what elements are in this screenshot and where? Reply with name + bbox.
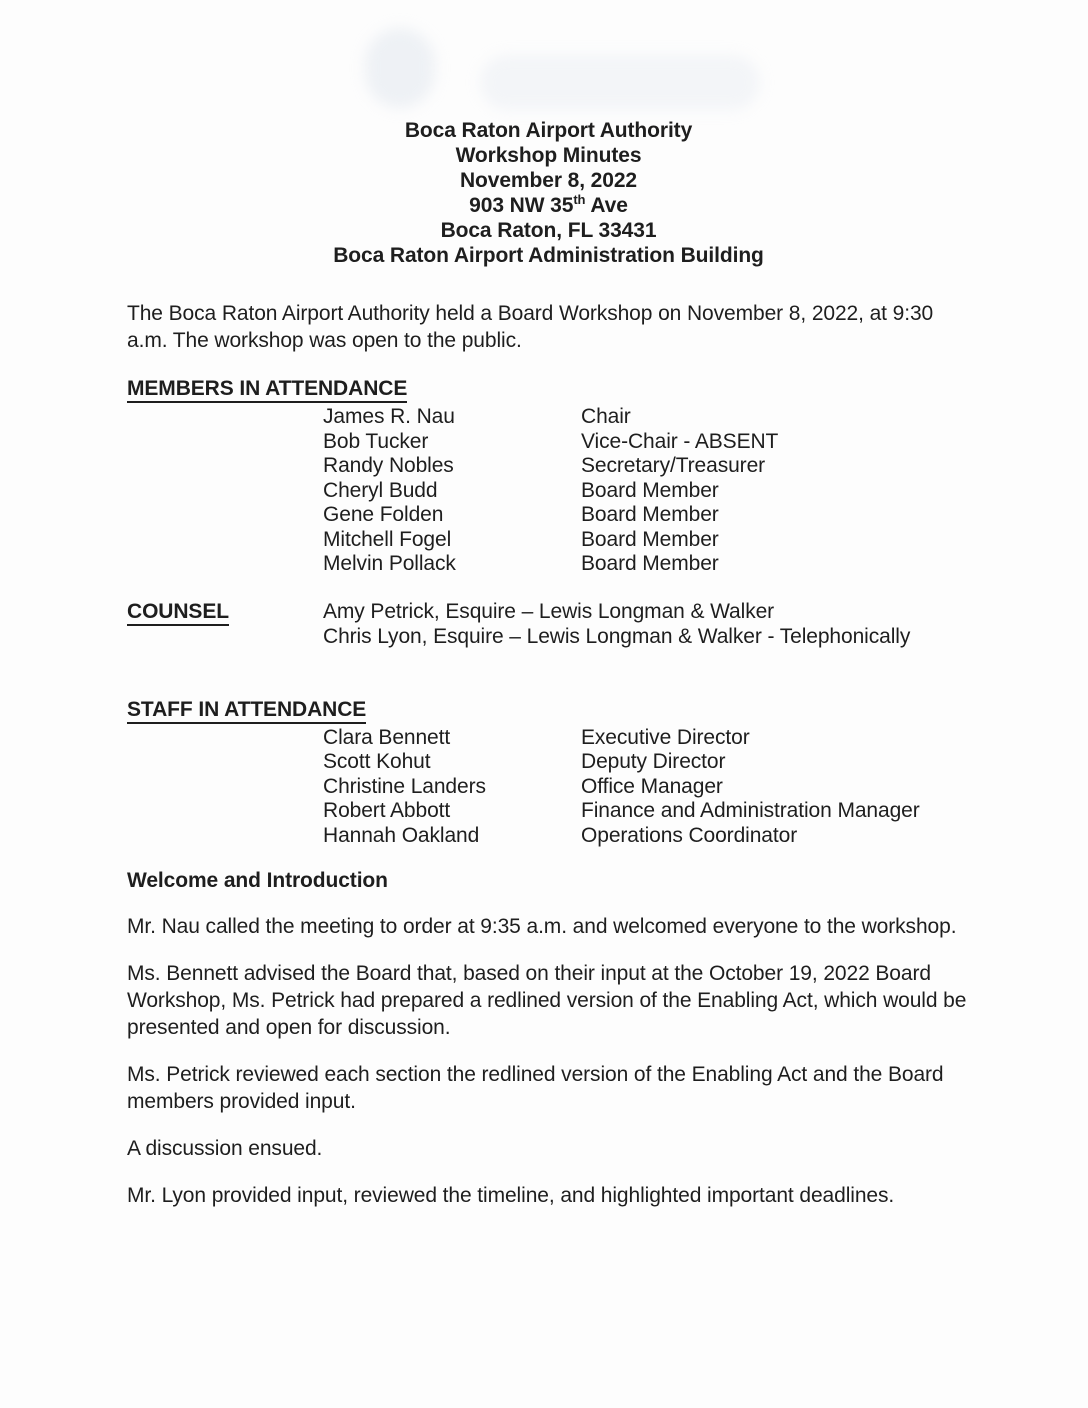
counsel-entry: Chris Lyon, Esquire – Lewis Longman & Walker - Telephonically (323, 624, 911, 648)
member-row (323, 479, 970, 504)
staff-role: Operations Coordinator (581, 823, 798, 847)
header-building: Boca Raton Airport Administration Building (333, 244, 764, 267)
member-name: Melvin Pollack (323, 552, 456, 575)
intro-paragraph: The Boca Raton Airport Authority held a Board Workshop on November 8, 2022, at 9:30 a.m. The workshop was open to the public. (127, 302, 934, 352)
header-city: Boca Raton, FL 33431 (440, 219, 657, 242)
header-date: November 8, 2022 (459, 169, 637, 192)
welcome-section-heading: Welcome and Introduction (127, 869, 388, 892)
members-section-heading (127, 376, 970, 403)
staff-role: Office Manager (581, 774, 723, 798)
body-paragraph: Ms. Petrick reviewed each section the redlined version of the Enabling Act and the Board members provided input. (127, 1063, 944, 1113)
member-name: Gene Folden (323, 503, 444, 526)
scan-bleed-artifact (480, 55, 760, 110)
member-row (323, 552, 970, 577)
staff-name: Hannah Oakland (323, 823, 480, 847)
staff-role: Finance and Administration Manager (581, 799, 920, 822)
counsel-entry: Amy Petrick, Esquire – Lewis Longman & Walker (323, 599, 775, 623)
member-role: Vice-Chair - ABSENT (581, 429, 779, 453)
staff-role: Executive Director (581, 725, 750, 749)
member-role: Board Member (581, 478, 719, 502)
body-paragraph: A discussion ensued. (127, 1137, 323, 1160)
staff-row (323, 775, 970, 800)
body-paragraph: Mr. Lyon provided input, reviewed the timeline, and highlighted important deadlines. (127, 1184, 895, 1207)
staff-heading-text: STAFF IN ATTENDANCE (127, 697, 366, 724)
member-role: Board Member (581, 552, 719, 575)
header-org-name: Boca Raton Airport Authority (404, 119, 693, 142)
staff-name: Robert Abbott (323, 799, 451, 822)
scan-bleed-artifact (365, 28, 435, 108)
member-row (323, 405, 970, 430)
staff-name: Christine Landers (323, 774, 486, 798)
body-paragraph: Ms. Bennett advised the Board that, based on their input at the October 19, 2022 Board Workshop, Ms. Petrick had prepared a redlined version of the Enabling Act, which would be presented and open for discussion. (127, 962, 967, 1039)
counsel-list (323, 599, 910, 649)
staff-section-heading (127, 697, 970, 724)
member-role: Board Member (581, 527, 719, 551)
header-address-ordinal: th (573, 192, 586, 207)
document-header (127, 118, 970, 268)
member-role: Secretary/Treasurer (581, 454, 766, 477)
counsel-section-heading (127, 599, 323, 649)
member-name: James R. Nau (323, 405, 455, 428)
member-role: Board Member (581, 503, 719, 526)
member-row (323, 454, 970, 479)
staff-role: Deputy Director (581, 750, 726, 773)
member-row (323, 503, 970, 528)
header-address-post: Ave (585, 194, 628, 217)
staff-name: Scott Kohut (323, 750, 431, 773)
member-role: Chair (581, 405, 631, 428)
member-row (323, 528, 970, 553)
member-name: Bob Tucker (323, 429, 429, 453)
staff-list (323, 726, 970, 849)
member-name: Randy Nobles (323, 454, 454, 477)
staff-name: Clara Bennett (323, 725, 451, 749)
staff-row (323, 750, 970, 775)
body-paragraph: Mr. Nau called the meeting to order at 9:35 a.m. and welcomed everyone to the workshop. (127, 915, 957, 938)
header-doc-type: Workshop Minutes (455, 144, 642, 167)
staff-row (323, 799, 970, 824)
staff-row (323, 824, 970, 849)
member-name: Cheryl Budd (323, 478, 438, 502)
counsel-section (127, 599, 970, 649)
member-name: Mitchell Fogel (323, 527, 452, 551)
counsel-heading-text: COUNSEL (127, 599, 229, 626)
staff-row (323, 726, 970, 751)
header-address (127, 193, 970, 218)
members-list (323, 405, 970, 577)
members-heading-text: MEMBERS IN ATTENDANCE (127, 376, 407, 403)
member-row (323, 430, 970, 455)
header-address-pre: 903 NW 35 (469, 194, 574, 217)
